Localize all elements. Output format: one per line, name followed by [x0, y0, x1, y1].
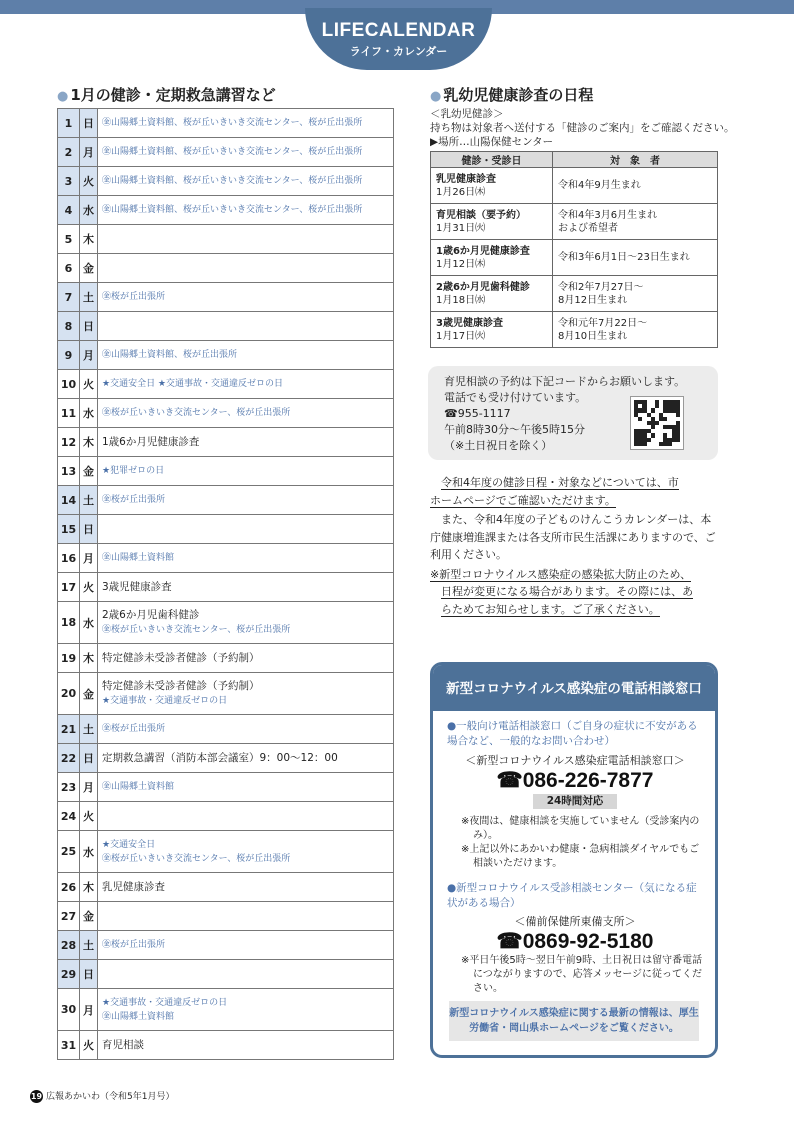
calendar-row [58, 802, 394, 831]
target-cell [553, 168, 718, 204]
weekday: 金 [80, 254, 98, 283]
weekday: 水 [80, 399, 98, 428]
event-text: 3歳児健康診査 [102, 580, 172, 593]
day-events [98, 573, 394, 602]
infant-exam-table [430, 151, 718, 348]
exam-cell [431, 276, 553, 312]
calendar-row [58, 196, 394, 225]
day-events [98, 283, 394, 312]
event-text: ㊎桜が丘いきいき交流センター、桜が丘出張所 [102, 625, 291, 635]
consult-tel: ☎955-1117 [444, 407, 511, 420]
consult-hours: 午前8時30分～午後5時15分 [444, 423, 585, 436]
weekday: 土 [80, 715, 98, 744]
weekday: 火 [80, 1031, 98, 1060]
bullet-icon: ● [430, 89, 442, 104]
day-number: 9 [58, 341, 80, 370]
day-events [98, 370, 394, 399]
day-number: 15 [58, 515, 80, 544]
weekday: 金 [80, 457, 98, 486]
note-text: 令和4年度の健診日程・対象などについては、市 [441, 476, 679, 489]
target-line: 令和4年3月6月生まれ [558, 209, 658, 221]
exam-date: 1月31日㈫ [436, 222, 486, 234]
day-events [98, 138, 394, 167]
weekday: 日 [80, 744, 98, 773]
day-number: 12 [58, 428, 80, 457]
day-number: 19 [58, 644, 80, 673]
day-number: 13 [58, 457, 80, 486]
consult-note: ※夜間は、健康相談を実施していません（受診案内のみ）。 [461, 816, 700, 841]
weekday: 木 [80, 225, 98, 254]
event-text: ㊎山陽郷土資料館、桜が丘出張所 [102, 350, 238, 360]
calendar-row [58, 873, 394, 902]
event-text: 乳児健康診査 [102, 880, 165, 893]
target-line: 8月10日生まれ [558, 330, 628, 342]
day-events [98, 196, 394, 225]
weekday: 火 [80, 802, 98, 831]
target-cell [553, 240, 718, 276]
clinic-consult-heading: ●新型コロナウイルス受診相談センター（気になる症状がある場合） [447, 882, 697, 909]
day-events [98, 673, 394, 715]
day-number: 26 [58, 873, 80, 902]
day-number: 16 [58, 544, 80, 573]
calendar-row [58, 486, 394, 515]
event-text: ㊎山陽郷土資料館、桜が丘いきいき交流センター、桜が丘出張所 [102, 205, 363, 215]
calendar-title [57, 84, 276, 105]
consult-note: ※上記以外にあかいわ健康・急病相談ダイヤルでもご相談いただけます。 [461, 844, 700, 869]
event-text: ㊎山陽郷土資料館 [102, 1011, 175, 1022]
day-number: 3 [58, 167, 80, 196]
col-exam-header: 健診・受診日 [431, 152, 553, 168]
day-number: 23 [58, 773, 80, 802]
page-subtitle: ライフ・カレンダー [349, 45, 448, 58]
event-text: ㊎桜が丘出張所 [102, 724, 166, 734]
weekday: 土 [80, 486, 98, 515]
day-events [98, 167, 394, 196]
consult-note: ※平日午後5時～翌日午前9時、土日祝日は留守番電話につながりますので、応答メッセージに従ってください。 [461, 955, 703, 994]
day-number: 10 [58, 370, 80, 399]
day-number: 8 [58, 312, 80, 341]
day-events [98, 989, 394, 1031]
event-text: 2歳6か月児歯科健診 [102, 609, 200, 621]
exam-row [431, 312, 718, 348]
col-target-header: 対 象 者 [553, 152, 718, 168]
day-number: 31 [58, 1031, 80, 1060]
day-number: 21 [58, 715, 80, 744]
weekday: 月 [80, 773, 98, 802]
general-consult-block [447, 719, 703, 871]
note-text: また、令和4年度の子どものけんこうカレンダーは、本庁健康増進課または各支所市民生活課にありますので、ご利用ください。 [430, 513, 716, 561]
target-cell [553, 204, 718, 240]
page-title: LIFECALENDAR [321, 20, 476, 41]
calendar-row [58, 989, 394, 1031]
clinic-consult-name: ＜備前保健所東備支所＞ [514, 915, 636, 928]
event-text: ㊎山陽郷土資料館、桜が丘いきいき交流センター、桜が丘出張所 [102, 147, 363, 157]
day-events [98, 399, 394, 428]
target-line: 令和3年6月1日～23日生まれ [558, 252, 690, 263]
calendar-row [58, 644, 394, 673]
weekday: 金 [80, 902, 98, 931]
day-number: 17 [58, 573, 80, 602]
exam-row [431, 276, 718, 312]
day-number: 11 [58, 399, 80, 428]
day-number: 6 [58, 254, 80, 283]
phone-consult-box [430, 662, 718, 1058]
event-text: ㊎桜が丘出張所 [102, 940, 166, 950]
day-events [98, 715, 394, 744]
note-text: ホームページでご確認いただけます。 [430, 493, 616, 507]
day-number: 20 [58, 673, 80, 715]
day-number: 4 [58, 196, 80, 225]
event-text: 定期救急講習（消防本部会議室）9：00～12：00 [102, 751, 338, 764]
calendar-row [58, 312, 394, 341]
day-events [98, 902, 394, 931]
day-events [98, 486, 394, 515]
day-number: 7 [58, 283, 80, 312]
general-consult-tel: ☎086-226-7877 [496, 769, 654, 792]
calendar-row [58, 341, 394, 370]
event-text: 特定健診未受診者健診（予約制） [102, 680, 260, 692]
event-text: ★交通安全日 ★交通事故・交通違反ゼロの日 [102, 379, 283, 389]
exam-cell [431, 240, 553, 276]
intro-line: 持ち物は対象者へ送付する「健診のご案内」をご確認ください。 [430, 122, 735, 134]
calendar-row [58, 673, 394, 715]
day-number: 25 [58, 831, 80, 873]
day-events [98, 773, 394, 802]
exam-name: 育児相談（要予約） [436, 209, 526, 221]
page-number: 19 [30, 1092, 43, 1101]
target-line: 令和4年9月生まれ [558, 180, 641, 191]
calendar-row [58, 544, 394, 573]
event-text: ㊎山陽郷土資料館、桜が丘いきいき交流センター、桜が丘出張所 [102, 176, 363, 186]
note-text: らためてお知らせします。ご了承ください。 [441, 602, 660, 616]
calendar-row [58, 428, 394, 457]
note-paragraph-1 [430, 474, 720, 509]
calendar-title-text: 1月の健診・定期救急講習など [70, 86, 276, 104]
day-events [98, 544, 394, 573]
exam-row [431, 204, 718, 240]
calendar-row [58, 715, 394, 744]
exam-date: 1月17日㈫ [436, 330, 486, 342]
exam-date: 1月26日㈭ [436, 186, 486, 198]
infant-title-text: 乳幼児健康診査の日程 [443, 86, 594, 104]
day-events [98, 254, 394, 283]
day-number: 27 [58, 902, 80, 931]
target-line: 令和元年7月22日～ [558, 317, 648, 329]
calendar-row [58, 457, 394, 486]
day-events [98, 341, 394, 370]
calendar-row [58, 225, 394, 254]
clinic-consult-tel: ☎0869-92-5180 [496, 930, 654, 953]
day-events [98, 931, 394, 960]
weekday: 月 [80, 341, 98, 370]
target-line: および希望者 [558, 222, 618, 234]
consult-line: 育児相談の予約は下記コードからお願いします。 [444, 375, 686, 388]
day-number: 30 [58, 989, 80, 1031]
event-text: 1歳6か月児健康診査 [102, 435, 200, 448]
day-events [98, 960, 394, 989]
latest-info-note: 新型コロナウイルス感染症に関する最新の情報は、厚生労働省・岡山県ホームページをご覧ください。 [449, 1001, 699, 1041]
intro-location: ▶場所…山陽保健センター [430, 136, 554, 148]
event-text: ★交通事故・交通違反ゼロの日 [102, 696, 228, 706]
consult-box [428, 366, 718, 460]
exam-cell [431, 204, 553, 240]
exam-name: 乳児健康診査 [436, 173, 496, 185]
weekday: 月 [80, 544, 98, 573]
infant-title [430, 84, 593, 105]
general-consult-heading: ●一般向け電話相談窓口（ご自身の症状に不安がある場合など、一般的なお問い合わせ） [447, 720, 698, 747]
exam-name: 3歳児健康診査 [436, 317, 503, 329]
weekday: 月 [80, 989, 98, 1031]
consult-note: （※土日祝日を除く） [444, 439, 553, 452]
page-footer [30, 1089, 174, 1103]
calendar-row [58, 109, 394, 138]
calendar-row [58, 931, 394, 960]
bullet-icon: ● [57, 89, 69, 104]
weekday: 土 [80, 931, 98, 960]
day-number: 14 [58, 486, 80, 515]
event-text: ★交通事故・交通違反ゼロの日 [102, 997, 228, 1008]
calendar-row [58, 515, 394, 544]
weekday: 金 [80, 673, 98, 715]
calendar-row [58, 902, 394, 931]
qr-code[interactable] [630, 396, 684, 450]
day-events [98, 1031, 394, 1060]
weekday: 日 [80, 109, 98, 138]
intro-line: ＜乳幼児健診＞ [430, 108, 504, 120]
day-events [98, 802, 394, 831]
header-tab [305, 8, 492, 70]
calendar-row [58, 370, 394, 399]
exam-cell [431, 312, 553, 348]
day-events [98, 744, 394, 773]
day-number: 24 [58, 802, 80, 831]
day-events [98, 428, 394, 457]
weekday: 月 [80, 138, 98, 167]
event-text: ㊎桜が丘出張所 [102, 495, 166, 505]
calendar-row [58, 138, 394, 167]
phone-box-title: 新型コロナウイルス感染症の電話相談窓口 [433, 665, 715, 711]
weekday: 木 [80, 428, 98, 457]
weekday: 木 [80, 873, 98, 902]
day-number: 18 [58, 602, 80, 644]
day-number: 1 [58, 109, 80, 138]
calendar-row [58, 573, 394, 602]
event-text: ㊎山陽郷土資料館、桜が丘いきいき交流センター、桜が丘出張所 [102, 118, 363, 128]
target-cell [553, 276, 718, 312]
day-events [98, 602, 394, 644]
weekday: 火 [80, 167, 98, 196]
calendar-table [57, 108, 394, 1060]
event-text: ㊎山陽郷土資料館 [102, 553, 175, 563]
weekday: 日 [80, 960, 98, 989]
exam-row [431, 168, 718, 204]
calendar-row [58, 254, 394, 283]
calendar-row [58, 602, 394, 644]
note-text: ※新型コロナウイルス感染症の感染拡大防止のため、 [430, 567, 692, 581]
weekday: 日 [80, 515, 98, 544]
day-number: 28 [58, 931, 80, 960]
day-events [98, 644, 394, 673]
weekday: 木 [80, 644, 98, 673]
target-cell [553, 312, 718, 348]
exam-date: 1月18日㈬ [436, 294, 486, 306]
event-text: ★交通安全日 [102, 839, 156, 850]
event-text: 特定健診未受診者健診（予約制） [102, 651, 260, 664]
day-events [98, 515, 394, 544]
exam-row [431, 240, 718, 276]
event-text: ㊎桜が丘いきいき交流センター、桜が丘出張所 [102, 853, 291, 864]
calendar-row [58, 167, 394, 196]
event-text: ㊎山陽郷土資料館 [102, 782, 175, 792]
target-line: 8月12日生まれ [558, 294, 628, 306]
note-paragraph-3 [430, 566, 720, 619]
calendar-row [58, 1031, 394, 1060]
event-text: ㊎桜が丘いきいき交流センター、桜が丘出張所 [102, 408, 291, 418]
day-events [98, 457, 394, 486]
weekday: 火 [80, 573, 98, 602]
infant-intro [430, 107, 735, 149]
exam-name: 1歳6か月児健康診査 [436, 245, 530, 257]
weekday: 火 [80, 370, 98, 399]
weekday: 水 [80, 196, 98, 225]
day-number: 29 [58, 960, 80, 989]
calendar-row [58, 960, 394, 989]
day-events [98, 873, 394, 902]
calendar-row [58, 283, 394, 312]
target-line: 令和2年7月27日～ [558, 281, 644, 293]
consult-line: 電話でも受け付けています。 [444, 391, 587, 404]
exam-cell [431, 168, 553, 204]
event-text: 育児相談 [102, 1038, 144, 1051]
event-text: ㊎桜が丘出張所 [102, 292, 166, 302]
exam-name: 2歳6か月児歯科健診 [436, 281, 530, 293]
day-number: 2 [58, 138, 80, 167]
general-consult-name: ＜新型コロナウイルス感染症電話相談窓口＞ [465, 754, 685, 767]
day-events [98, 831, 394, 873]
weekday: 水 [80, 831, 98, 873]
weekday: 水 [80, 602, 98, 644]
day-number: 22 [58, 744, 80, 773]
day-events [98, 312, 394, 341]
event-text: ★犯罪ゼロの日 [102, 466, 165, 476]
note-paragraph-2 [430, 511, 720, 564]
calendar-row [58, 744, 394, 773]
hours-badge: 24時間対応 [533, 794, 617, 809]
calendar-row [58, 773, 394, 802]
weekday: 土 [80, 283, 98, 312]
weekday: 日 [80, 312, 98, 341]
publication-name: 広報あかいわ（令和5年1月号） [46, 1092, 175, 1102]
exam-date: 1月12日㈭ [436, 258, 486, 270]
calendar-row [58, 399, 394, 428]
note-text: 日程が変更になる場合があります。その際には、あ [441, 585, 694, 598]
clinic-consult-block [447, 881, 703, 996]
notes [430, 474, 720, 620]
day-number: 5 [58, 225, 80, 254]
day-events [98, 225, 394, 254]
calendar-row [58, 831, 394, 873]
day-events [98, 109, 394, 138]
